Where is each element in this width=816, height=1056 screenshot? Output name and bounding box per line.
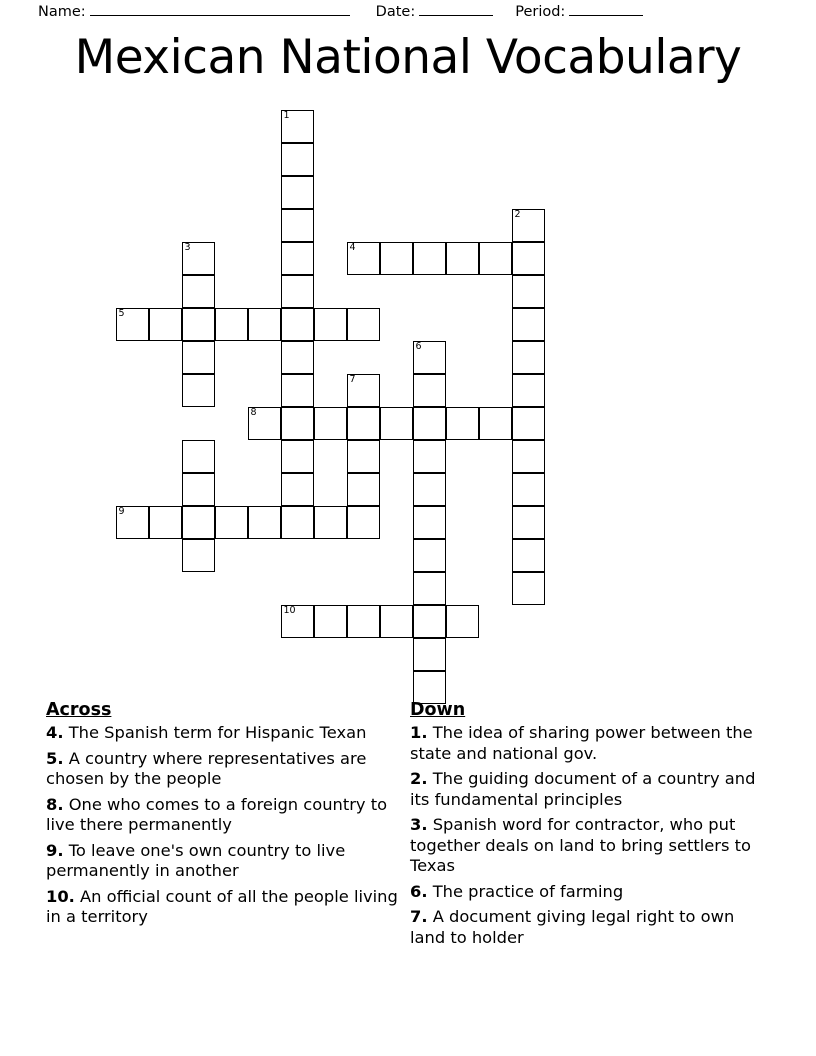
crossword-cell[interactable] (413, 473, 446, 506)
clue-text: An official count of all the people living in a territory (46, 886, 398, 926)
clue-number: 7. (410, 907, 428, 926)
clue-text: The idea of sharing power between the state and national gov. (410, 723, 753, 763)
crossword-cell[interactable] (512, 308, 545, 341)
clue-item (410, 723, 770, 764)
cell-number: 7 (349, 374, 356, 385)
date-field-group (376, 3, 494, 20)
crossword-cell[interactable] (347, 473, 380, 506)
date-write-in-line[interactable] (419, 3, 493, 16)
cell-number: 1 (283, 110, 290, 121)
crossword-cell[interactable] (182, 374, 215, 407)
page-title: Mexican National Vocabulary (74, 30, 742, 85)
crossword-cell[interactable] (182, 275, 215, 308)
cell-number: 2 (514, 209, 521, 220)
crossword-cell-start-5[interactable] (116, 308, 149, 341)
down-heading: Down (410, 700, 466, 720)
crossword-cell[interactable] (413, 506, 446, 539)
crossword-cell[interactable] (182, 473, 215, 506)
crossword-cell[interactable] (479, 407, 512, 440)
cell-number: 10 (283, 605, 296, 616)
clue-text: The guiding document of a country and its fundamental principles (410, 769, 756, 809)
clue-item (46, 795, 398, 836)
crossword-cell[interactable] (215, 506, 248, 539)
crossword-cell[interactable] (512, 506, 545, 539)
crossword-cell[interactable] (413, 539, 446, 572)
crossword-cell-start-9[interactable] (116, 506, 149, 539)
crossword-cell[interactable] (215, 308, 248, 341)
crossword-cell[interactable] (512, 407, 545, 440)
crossword-cell[interactable] (479, 242, 512, 275)
crossword-cell[interactable] (281, 143, 314, 176)
crossword-cell[interactable] (413, 374, 446, 407)
crossword-grid (116, 110, 546, 710)
crossword-cell[interactable] (314, 308, 347, 341)
clue-number: 4. (46, 723, 64, 742)
cell-number: 5 (118, 308, 125, 319)
clue-item (410, 882, 770, 903)
period-field-group (515, 3, 643, 20)
crossword-cell[interactable] (446, 605, 479, 638)
crossword-cell[interactable] (149, 308, 182, 341)
crossword-cell-start-10[interactable] (281, 605, 314, 638)
clue-text: A country where representatives are chosen by the people (46, 748, 367, 788)
cell-number: 4 (349, 242, 356, 253)
crossword-cell[interactable] (413, 407, 446, 440)
crossword-cell[interactable] (314, 407, 347, 440)
clue-item (46, 749, 398, 790)
crossword-cell[interactable] (281, 209, 314, 242)
clue-item (46, 841, 398, 882)
crossword-cell[interactable] (413, 242, 446, 275)
across-clues-column (46, 700, 398, 933)
crossword-cell[interactable] (512, 341, 545, 374)
crossword-cell-start-6[interactable] (413, 341, 446, 374)
clue-item (410, 907, 770, 948)
across-heading: Across (46, 700, 112, 720)
worksheet-header (0, 0, 816, 26)
name-write-in-line[interactable] (90, 3, 350, 16)
crossword-cell-start-2[interactable] (512, 209, 545, 242)
clue-text: A document giving legal right to own land to holder (410, 907, 735, 947)
crossword-cell[interactable] (413, 605, 446, 638)
clue-number: 10. (46, 886, 75, 906)
clue-number: 5. (46, 748, 64, 768)
crossword-cell[interactable] (512, 440, 545, 473)
crossword-cell[interactable] (281, 242, 314, 275)
clue-text: The Spanish term for Hispanic Texan (63, 723, 367, 742)
crossword-cell[interactable] (512, 275, 545, 308)
clue-item (46, 887, 398, 928)
crossword-cell[interactable] (248, 506, 281, 539)
crossword-cell[interactable] (281, 176, 314, 209)
crossword-cell[interactable] (512, 572, 545, 605)
crossword-cell[interactable] (347, 308, 380, 341)
clue-number: 2. (410, 769, 428, 788)
date-label: Date: (375, 4, 416, 20)
crossword-cell[interactable] (512, 473, 545, 506)
crossword-cell[interactable] (413, 638, 446, 671)
crossword-cell[interactable] (182, 440, 215, 473)
clue-item (46, 723, 398, 744)
crossword-cell[interactable] (512, 242, 545, 275)
crossword-cell-start-7[interactable] (347, 374, 380, 407)
crossword-cell[interactable] (380, 407, 413, 440)
crossword-cell[interactable] (248, 308, 281, 341)
cell-number: 9 (118, 506, 125, 517)
clue-number: 8. (46, 794, 64, 814)
crossword-cell[interactable] (446, 407, 479, 440)
crossword-cell[interactable] (281, 440, 314, 473)
clue-text: To leave one's own country to live permanently in another (46, 840, 346, 880)
crossword-cell[interactable] (182, 308, 215, 341)
period-label: Period: (515, 4, 566, 20)
crossword-cell[interactable] (347, 605, 380, 638)
crossword-cell[interactable] (149, 506, 182, 539)
clue-text: Spanish word for contractor, who put together deals on land to bring settlers to Texas (410, 815, 751, 875)
clue-number: 6. (410, 881, 428, 901)
crossword-cell[interactable] (512, 539, 545, 572)
crossword-cell-start-4[interactable] (347, 242, 380, 275)
crossword-cell-start-3[interactable] (182, 242, 215, 275)
cell-number: 3 (184, 242, 191, 253)
crossword-cell[interactable] (281, 374, 314, 407)
clue-item (410, 815, 770, 877)
crossword-cell[interactable] (281, 275, 314, 308)
crossword-cell[interactable] (182, 341, 215, 374)
crossword-cell-start-1[interactable] (281, 110, 314, 143)
crossword-cell[interactable] (347, 506, 380, 539)
crossword-cell[interactable] (281, 341, 314, 374)
crossword-cell[interactable] (182, 506, 215, 539)
period-write-in-line[interactable] (569, 3, 643, 16)
clue-item (410, 769, 770, 810)
crossword-cell[interactable] (182, 539, 215, 572)
clue-text: The practice of farming (427, 881, 624, 901)
name-field-group (38, 3, 350, 20)
crossword-cell[interactable] (281, 308, 314, 341)
clue-number: 9. (46, 840, 64, 860)
across-clue-list (46, 723, 398, 928)
crossword-cell[interactable] (347, 440, 380, 473)
cell-number: 8 (250, 407, 257, 418)
name-label: Name: (38, 4, 86, 20)
crossword-cell[interactable] (281, 407, 314, 440)
crossword-cell[interactable] (314, 605, 347, 638)
crossword-cell[interactable] (413, 440, 446, 473)
crossword-cell[interactable] (512, 374, 545, 407)
clue-number: 1. (410, 723, 428, 742)
crossword-cell[interactable] (281, 473, 314, 506)
down-clues-column (410, 700, 770, 953)
clue-number: 3. (410, 815, 428, 834)
crossword-cell[interactable] (380, 242, 413, 275)
crossword-cell[interactable] (281, 506, 314, 539)
crossword-cell[interactable] (413, 572, 446, 605)
crossword-cell[interactable] (347, 407, 380, 440)
cell-number: 6 (415, 341, 422, 352)
crossword-cell[interactable] (314, 506, 347, 539)
clues-section (0, 700, 816, 980)
down-clue-list (410, 723, 770, 948)
crossword-cell[interactable] (380, 605, 413, 638)
clue-text: One who comes to a foreign country to live there permanently (46, 794, 388, 834)
crossword-cell[interactable] (446, 242, 479, 275)
crossword-cell-start-8[interactable] (248, 407, 281, 440)
